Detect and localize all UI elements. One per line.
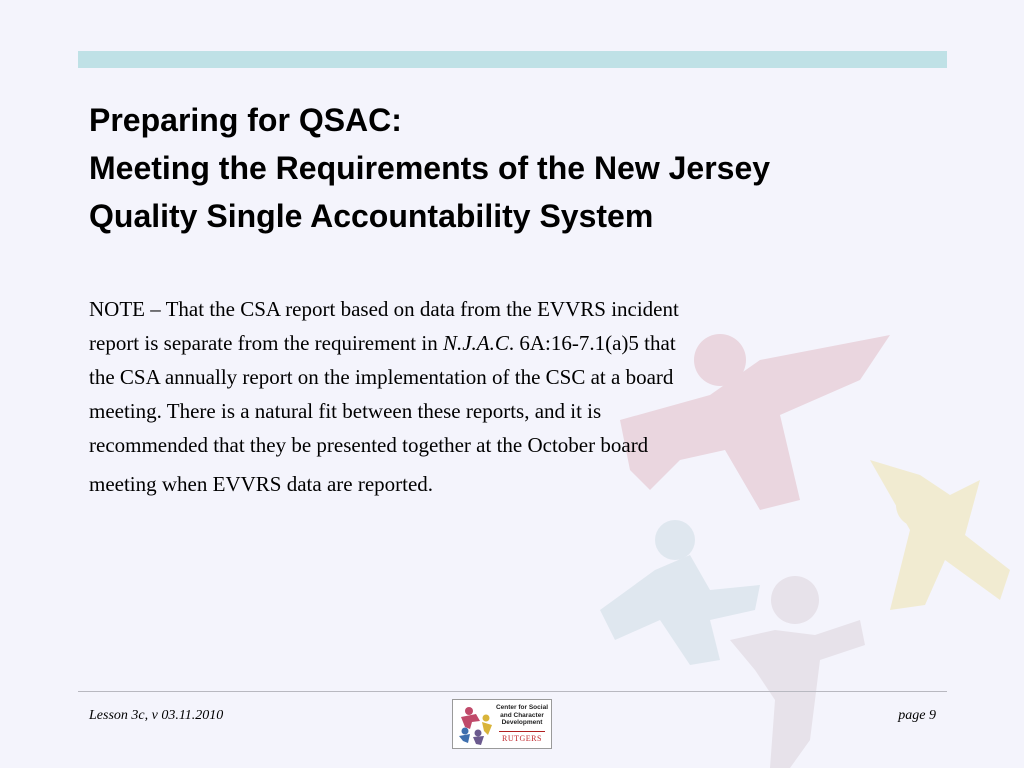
rutgers-wordmark: RUTGERS <box>502 734 542 743</box>
title-line: Quality Single Accountability System <box>89 198 654 234</box>
note-line: NOTE – That the CSA report based on data from the EVVRS incident <box>89 297 679 321</box>
title-line: Meeting the Requirements of the New Jersey <box>89 150 771 186</box>
logo-line: Development <box>501 719 543 726</box>
title-line: Preparing for QSAC: <box>89 102 402 138</box>
note-line: the CSA annually report on the implementation of the CSC at a board <box>89 365 674 389</box>
logo-line: and Character <box>500 711 544 719</box>
page-number: page 9 <box>898 708 936 723</box>
note-text: . 6A:16-7.1(a)5 that <box>508 331 676 355</box>
note-paragraph <box>89 292 909 501</box>
children-figures-logo-icon <box>456 703 496 745</box>
note-line: meeting when EVVRS data are reported. <box>89 472 434 496</box>
slide-title <box>89 96 969 240</box>
logo-text <box>493 704 551 727</box>
note-text: report is separate from the requirement in <box>89 331 443 355</box>
note-line: meeting. There is a natural fit between these reports, and it is <box>89 399 602 423</box>
logo-line: Center for Social <box>495 704 548 711</box>
citation-italic: N.J.A.C <box>442 331 509 355</box>
lesson-version: Lesson 3c, v 03.11.2010 <box>89 708 224 723</box>
note-line <box>89 326 909 360</box>
footer-divider <box>78 691 947 692</box>
top-accent-bar <box>78 51 947 68</box>
logo-rule <box>499 731 545 732</box>
note-line: recommended that they be presented together at the October board <box>89 433 649 457</box>
cscd-rutgers-logo <box>452 699 552 749</box>
